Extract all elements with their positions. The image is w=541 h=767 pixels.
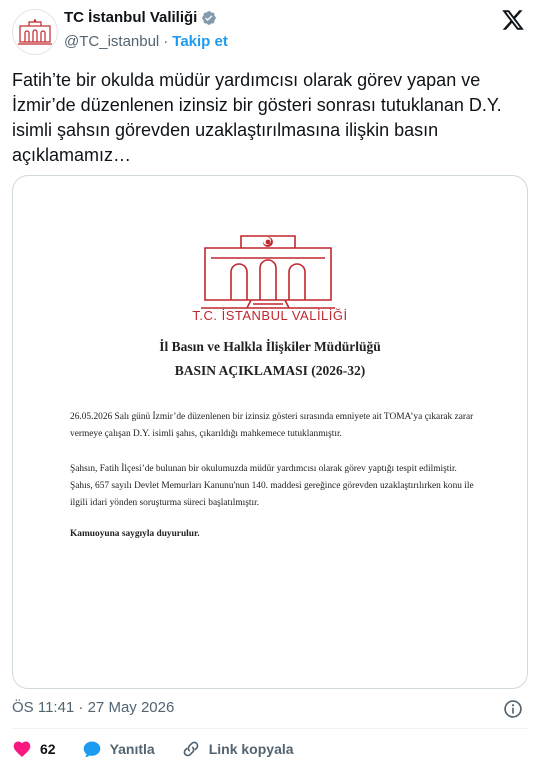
document-logo-text: T.C. İSTANBUL VALİLİĞİ xyxy=(192,308,348,323)
x-logo-icon[interactable] xyxy=(501,8,525,32)
author-name[interactable] xyxy=(64,9,217,26)
link-icon xyxy=(181,739,201,759)
handle-row xyxy=(64,33,228,50)
document-department: İl Basın ve Halkla İlişkiler Müdürlüğü xyxy=(159,339,381,354)
follow-button[interactable]: Takip et xyxy=(172,33,228,50)
reply-label: Yanıtla xyxy=(109,741,155,757)
verified-badge-icon xyxy=(201,10,217,26)
reply-bubble-icon xyxy=(82,739,102,759)
document-paragraph-3: Kamuoyuna saygıyla duyurulur. xyxy=(70,529,200,539)
valilik-logo-icon xyxy=(201,228,335,314)
avatar[interactable] xyxy=(12,9,58,55)
document-paragraph-1: 26.05.2026 Salı günü İzmir’de düzenlenen bir izinsiz gösteri sırasında emniyete ait TOMA’ya çıkarak zarar vermeye çalışan D.Y. isimli şahıs, çıkarıldığı mahkemece tutuklanmıştır. xyxy=(70,412,474,439)
divider xyxy=(12,728,529,729)
author-handle[interactable]: @TC_istanbul xyxy=(64,33,160,50)
copy-link-button[interactable] xyxy=(181,739,294,759)
copy-link-label: Link kopyala xyxy=(208,741,294,757)
valilik-building-icon xyxy=(17,18,53,46)
document-paragraph-2: Şahsın, Fatih İlçesi’de bulunan bir okulumuzda müdür yardımcısı olarak görev yaptığı tespit edilmiştir. Şahıs, 657 sayılı Devlet Memurları Kanunu'nun 140. maddesi gereğince görevden uzaklaştırılırken konu ile ilgili idari yönden soruşturma süreci başlatılmıştır. xyxy=(70,464,474,508)
heart-icon xyxy=(12,739,32,759)
author-name-text: TC İstanbul Valiliği xyxy=(64,9,198,26)
like-button[interactable] xyxy=(12,739,56,759)
tweet-text: Fatih’te bir okulda müdür yardımcısı olarak görev yapan ve İzmir’de düzenlenen izinsiz bir gösteri sonrası tutuklanan D.Y. isimli şahsın görevden uzaklaştırılmasına ilişkin basın açıklamamız… xyxy=(12,70,502,165)
press-release-document xyxy=(13,176,527,688)
separator-dot: · xyxy=(163,33,169,50)
tweet-actions xyxy=(12,739,320,759)
reply-button[interactable] xyxy=(82,739,155,759)
document-title: BASIN AÇIKLAMASI (2026-32) xyxy=(174,363,366,378)
tweet-timestamp[interactable]: ÖS 11:41 · 27 May 2026 xyxy=(12,699,175,716)
like-count: 62 xyxy=(40,741,56,757)
info-icon[interactable] xyxy=(503,699,523,719)
tweet-media-image[interactable] xyxy=(12,175,528,689)
